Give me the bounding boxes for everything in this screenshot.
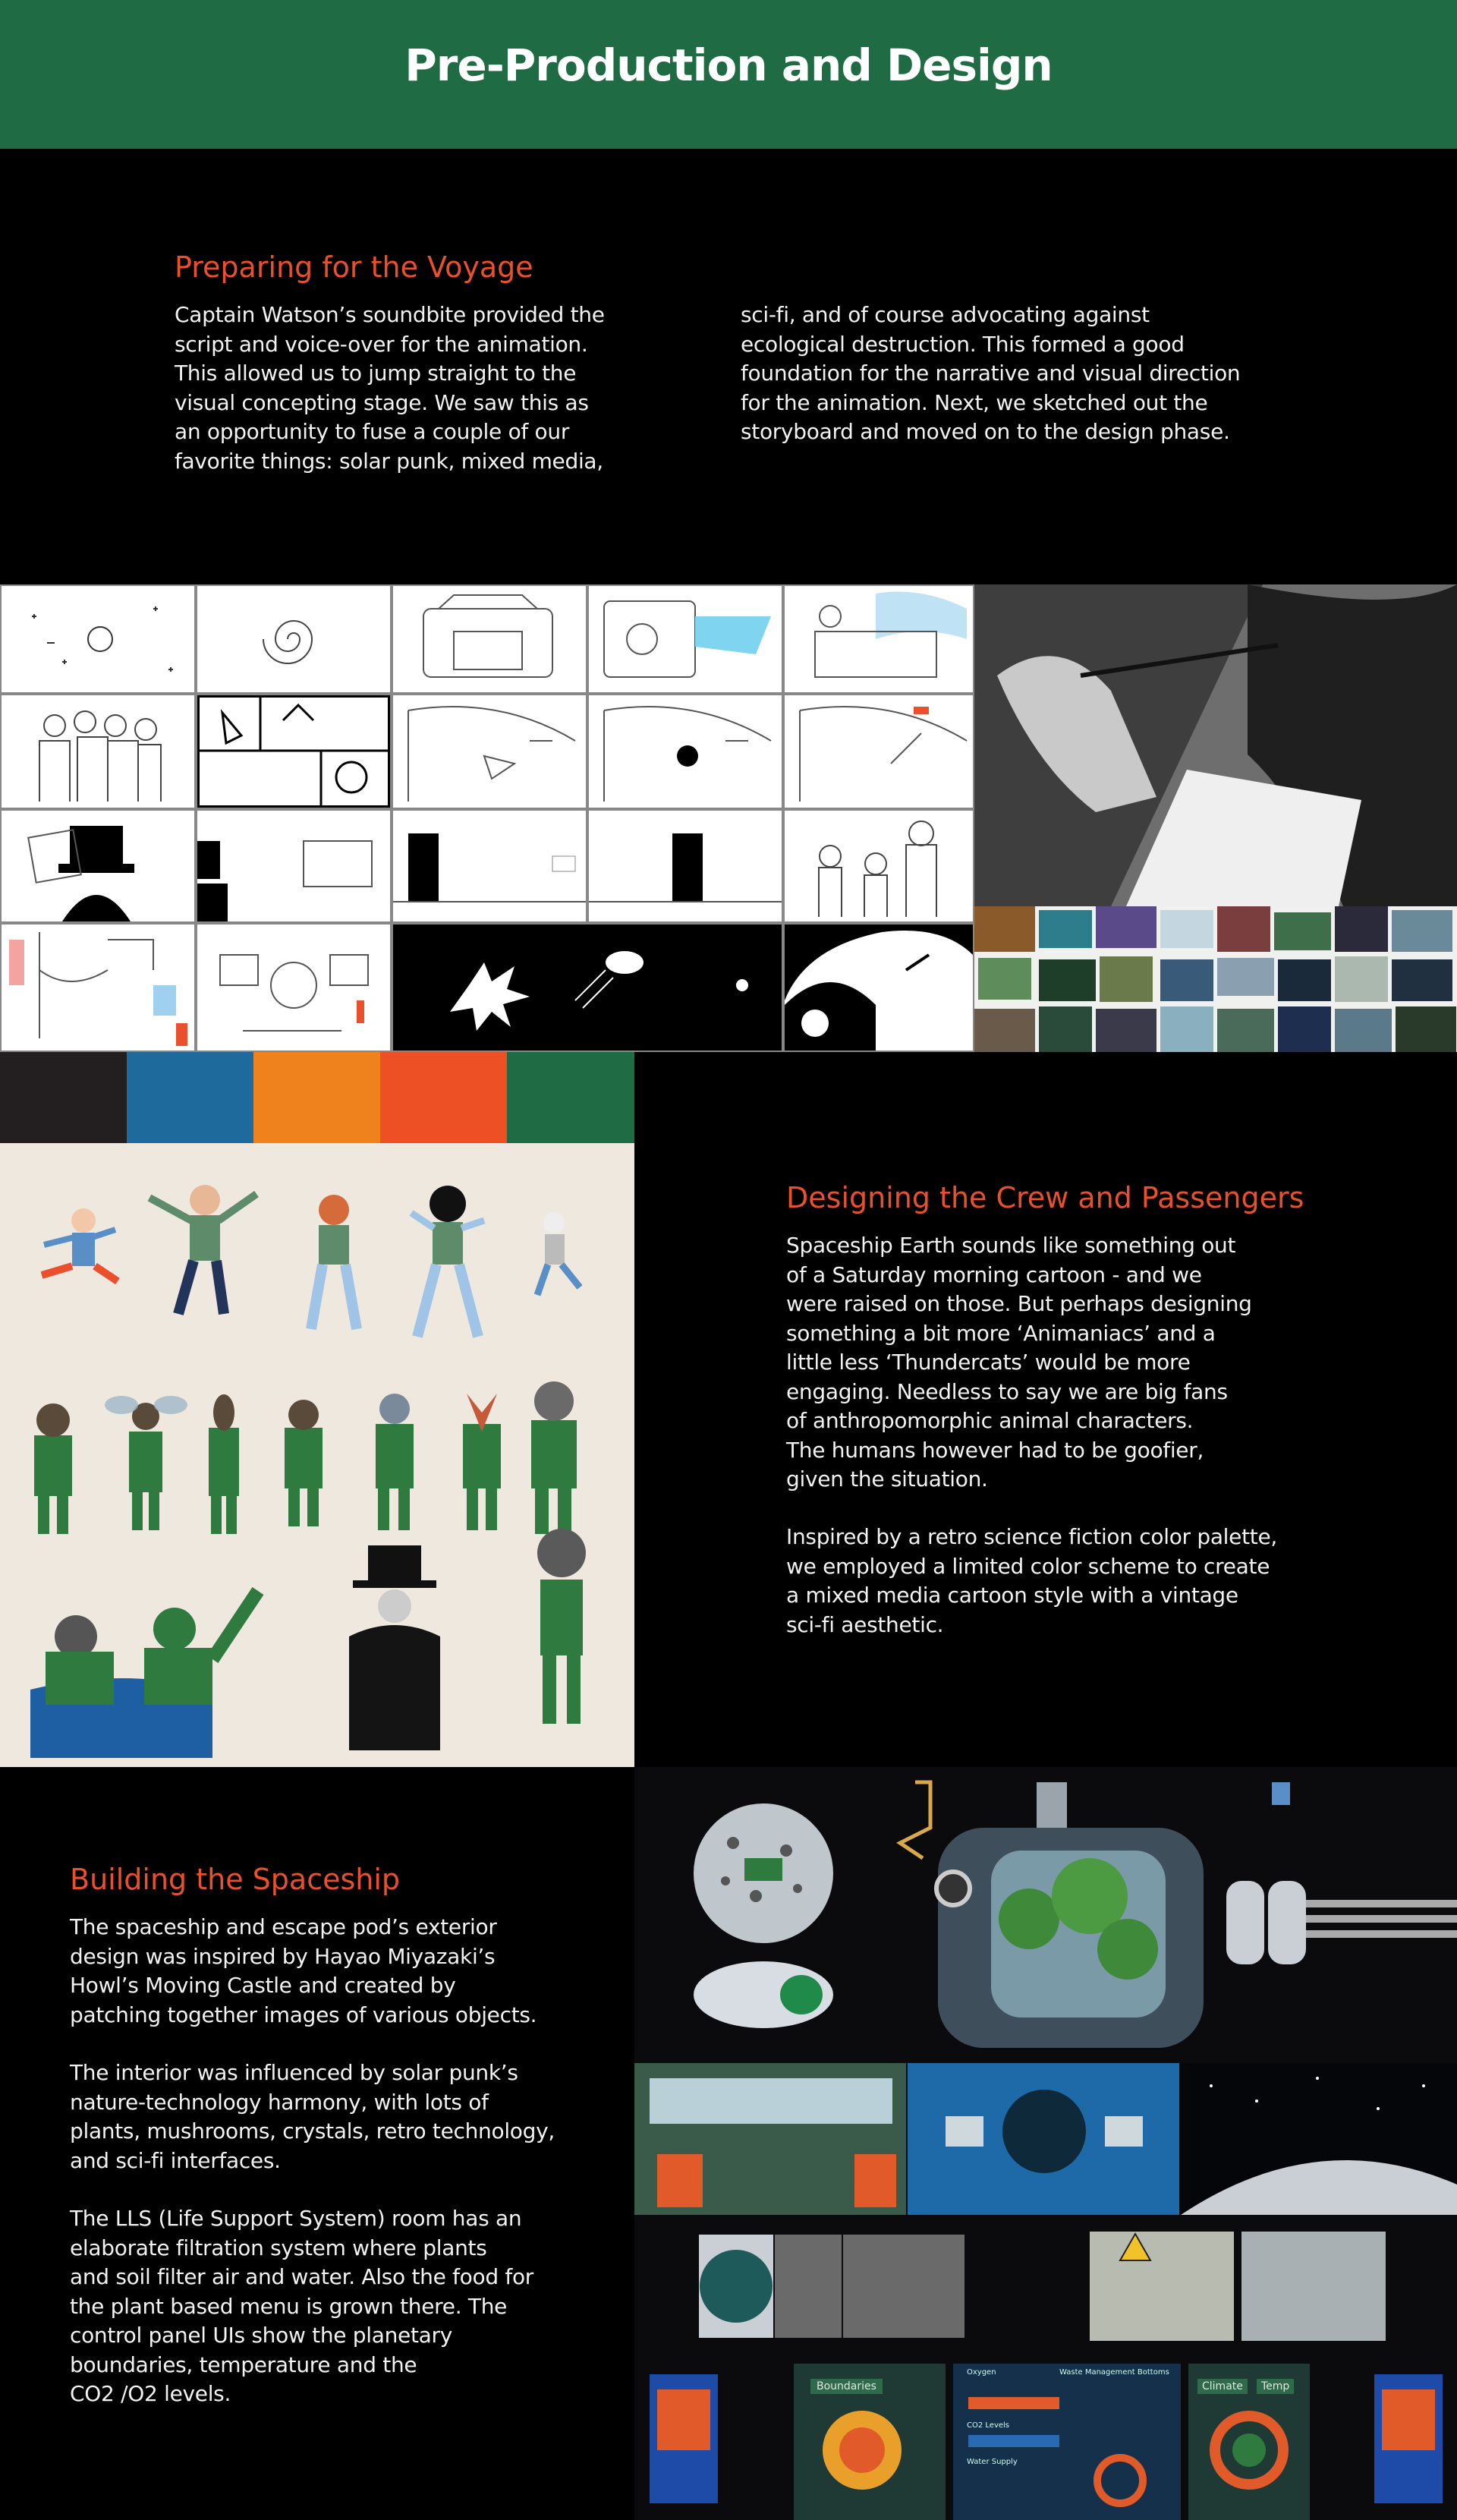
spaceship-paragraph-3 — [70, 2204, 616, 2409]
storyboard-panel — [197, 925, 390, 1051]
preparing-col2 — [741, 301, 1333, 447]
ui-label-waste: Waste Management Bottoms — [1059, 2368, 1169, 2377]
text-line: the plant based menu is grown there. The — [70, 2293, 508, 2319]
palette-swatch-red — [380, 1052, 507, 1143]
text-line: The interior was influenced by solar punk’s — [70, 2060, 518, 2085]
text-line: boundaries, temperature and the — [70, 2351, 417, 2377]
storyboard-panel — [393, 811, 586, 921]
text-line: little less ‘Thundercats’ would be more — [786, 1350, 1191, 1375]
escape-pod-sketch-icon — [785, 925, 973, 1051]
storyboard-panel — [785, 925, 973, 1051]
spaceship-image — [634, 1767, 1457, 2520]
palette-swatch-green — [507, 1052, 634, 1143]
storyboard-panel — [197, 695, 390, 808]
comic-panel-sketch-icon — [200, 698, 388, 805]
text-line: storyboard and moved on to the design phase. — [741, 419, 1230, 444]
preparing-col1 — [175, 301, 706, 476]
text-line: The humans however had to be goofier, — [786, 1437, 1204, 1463]
stars-sketch-icon — [2, 586, 194, 692]
window-fall-sketch-icon — [785, 695, 973, 808]
lls-room-sketch-icon — [2, 925, 194, 1051]
human-character — [42, 1208, 118, 1281]
text-line: Captain Watson’s soundbite provided the — [175, 302, 605, 327]
text-line: patching together images of various objects. — [70, 2002, 537, 2027]
explosion-sketch-icon — [393, 925, 782, 1051]
storyboard-grid — [0, 584, 974, 1052]
text-line: sci-fi aesthetic. — [786, 1611, 944, 1637]
text-line: Inspired by a retro science fiction color palette, — [786, 1524, 1277, 1549]
palette-swatch-black — [0, 1052, 127, 1143]
palette-swatch-orange — [253, 1052, 380, 1143]
spaceship-paragraph-1 — [70, 1913, 616, 2030]
ship-thrust-sketch-icon — [589, 586, 782, 692]
ui-label-water: Water Supply — [967, 2458, 1018, 2466]
spaceship-paragraph-2 — [70, 2059, 616, 2175]
crew-group-sketch-icon — [2, 695, 194, 808]
text-line: visual concepting stage. We saw this as — [175, 389, 589, 415]
storyboard-panel — [589, 695, 782, 808]
text-line: design was inspired by Hayao Miyazaki’s — [70, 1943, 496, 1969]
storyboard-panel — [393, 586, 586, 692]
text-line: something a bit more ‘Animaniacs’ and a — [786, 1320, 1216, 1346]
text-line: The LLS (Life Support System) room has an — [70, 2206, 522, 2231]
section-title-crew: Designing the Crew and Passengers — [786, 1181, 1304, 1214]
crew-characters-image — [0, 1143, 634, 1767]
section-title-preparing: Preparing for the Voyage — [175, 250, 533, 284]
section-spaceship — [0, 1767, 634, 2520]
door-sketch-icon — [393, 811, 586, 921]
ui-label-climate: Climate — [1197, 2379, 1248, 2394]
ui-label-oxygen: Oxygen — [967, 2368, 996, 2377]
text-line: Howl’s Moving Castle and created by — [70, 1973, 456, 1998]
text-line: ecological destruction. This formed a good — [741, 331, 1185, 357]
storyboard-panel — [785, 586, 973, 692]
door-sketch-icon — [589, 811, 782, 921]
storyboard-panel — [197, 586, 390, 692]
spiral-sketch-icon — [197, 586, 390, 692]
text-line: of a Saturday morning cartoon - and we — [786, 1262, 1202, 1287]
text-line: and sci-fi interfaces. — [70, 2147, 281, 2173]
top-hat-sketch-icon — [2, 811, 194, 921]
window-figure-sketch-icon — [589, 695, 782, 808]
text-line: CO2 /O2 levels. — [70, 2381, 231, 2406]
text-line: were raised on those. But perhaps designing — [786, 1291, 1252, 1316]
text-line: given the situation. — [786, 1466, 988, 1492]
storyboard-panel — [393, 925, 782, 1051]
text-line: an opportunity to fuse a couple of our — [175, 419, 570, 444]
moodboard-collage — [974, 906, 1457, 1052]
storyboard-panel — [2, 695, 194, 808]
text-line: we employed a limited color scheme to create — [786, 1553, 1270, 1579]
text-line: plants, mushrooms, crystals, retro technology, — [70, 2118, 555, 2144]
text-line: foundation for the narrative and visual direction — [741, 361, 1241, 386]
text-line: nature-technology harmony, with lots of — [70, 2089, 489, 2115]
ui-label-temp: Temp — [1257, 2379, 1294, 2394]
storyboard-panel — [393, 695, 586, 808]
text-line: This allowed us to jump straight to the — [175, 361, 577, 386]
console-sketch-icon — [197, 925, 390, 1051]
page-header — [0, 0, 1457, 149]
sketching-photo — [974, 584, 1457, 906]
ui-label-co2: CO2 Levels — [967, 2421, 1010, 2430]
text-line: The spaceship and escape pod’s exterior — [70, 1914, 497, 1939]
storyboard-panel — [785, 695, 973, 808]
text-line: engaging. Needless to say we are big fans — [786, 1378, 1228, 1404]
characters-sketch-icon — [785, 811, 973, 921]
spaceship-artwork — [634, 1767, 1457, 2520]
text-line: a mixed media cartoon style with a vintage — [786, 1583, 1238, 1608]
section-title-spaceship: Building the Spaceship — [70, 1863, 401, 1896]
page-title: Pre-Production and Design — [404, 39, 1053, 91]
text-line: favorite things: solar punk, mixed media, — [175, 448, 603, 474]
text-line: script and voice-over for the animation. — [175, 331, 588, 357]
section-crew — [634, 1052, 1457, 1767]
text-line: control panel UIs show the planetary — [70, 2323, 453, 2348]
text-line: elaborate filtration system where plants — [70, 2235, 487, 2260]
storyboard-panel — [2, 811, 194, 921]
ui-label-boundaries: Boundaries — [810, 2379, 883, 2394]
text-line: for the animation. Next, we sketched out the — [741, 389, 1208, 415]
sketching-hand-image — [974, 584, 1457, 906]
section-preparing — [0, 149, 1457, 584]
storyboard-panel — [2, 925, 194, 1051]
palette-swatch-blue — [127, 1052, 253, 1143]
text-line: and soil filter air and water. Also the food for — [70, 2264, 534, 2289]
text-line: of anthropomorphic animal characters. — [786, 1408, 1194, 1433]
storyboard-panel — [589, 586, 782, 692]
storyboard-panel — [2, 586, 194, 692]
control-room-sketch-icon — [785, 586, 973, 692]
moodboard-image — [974, 906, 1457, 1052]
storyboard-panel — [785, 811, 973, 921]
storyboard-panel — [197, 811, 390, 921]
text-line: Spaceship Earth sounds like something out — [786, 1233, 1236, 1258]
top-hat-side-sketch-icon — [197, 811, 390, 921]
crew-paragraph-1 — [786, 1231, 1439, 1495]
crew-characters-artwork — [0, 1143, 634, 1767]
text-line: sci-fi, and of course advocating against — [741, 302, 1150, 327]
window-sketch-icon — [393, 695, 586, 808]
ship-sketch-icon — [393, 586, 586, 692]
storyboard-panel — [589, 811, 782, 921]
crew-paragraph-2 — [786, 1523, 1439, 1640]
